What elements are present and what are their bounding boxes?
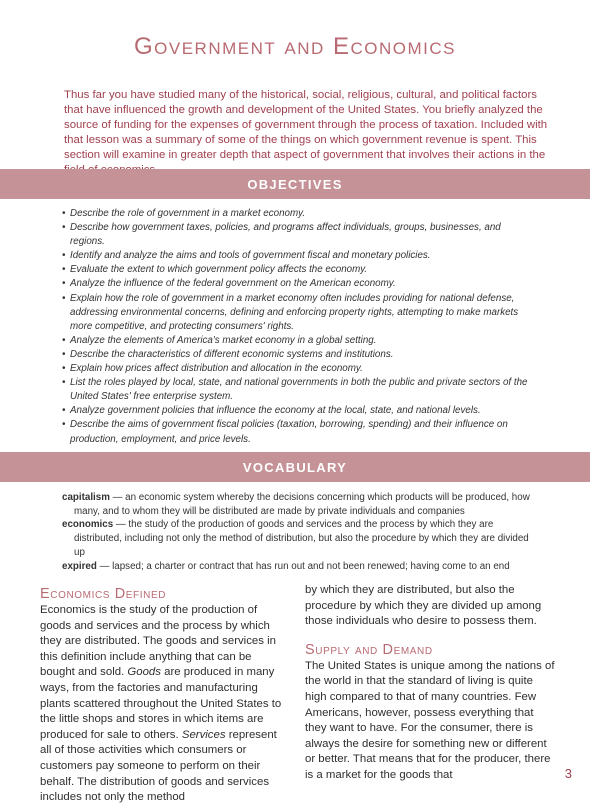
- objective-text: Explain how prices affect distribution and allocation in the economy.: [70, 363, 363, 375]
- bullet-icon: •: [62, 419, 66, 431]
- bullet-icon: •: [62, 250, 66, 262]
- objective-item: [62, 404, 532, 418]
- text-run: Economics is the study of the production of goods and services and the process by which they are distributed. The goods and services in this definition include anything that can be bought and sold.: [40, 604, 276, 679]
- objective-item: [62, 362, 532, 376]
- objectives-list: [62, 207, 532, 447]
- bullet-icon: •: [62, 278, 66, 290]
- objective-item: [62, 334, 532, 348]
- bullet-icon: •: [62, 348, 66, 360]
- objective-text: Evaluate the extent to which government policy affects the economy.: [70, 264, 368, 276]
- vocab-term: expired: [62, 560, 97, 572]
- vocab-entry: [62, 518, 542, 559]
- bullet-icon: •: [62, 377, 66, 389]
- supply-demand-text: The United States is unique among the nations of the world in that the standard of living is quite high compared to that of many countries. Few Americans, however, possess everything that they want to have. For the consumer, there is always the desire for something new or different or better. That means that for the producer, there is a market for the goods that: [305, 659, 555, 781]
- objective-item: [62, 277, 532, 291]
- objective-text: Analyze government policies that influence the economy at the local, state, and national levels.: [70, 405, 481, 417]
- vocabulary-banner: [0, 452, 590, 482]
- goods-term: Goods: [127, 666, 161, 679]
- objective-text: Describe the role of government in a market economy.: [70, 208, 306, 219]
- right-column: [305, 583, 557, 784]
- objective-item: [62, 221, 532, 249]
- objective-item: [62, 418, 532, 446]
- objective-item: [62, 348, 532, 362]
- economics-defined-continued: by which they are distributed, but also the procedure by which they are divided up among those individuals who desire to possess them.: [305, 584, 542, 628]
- text-run: are produced in many ways, from the factories and manufacturing plants scattered throughout the United States to the little shops and stores in which items are produced for sale to others.: [40, 666, 282, 741]
- bullet-icon: •: [62, 363, 66, 375]
- bullet-icon: •: [62, 292, 66, 304]
- bullet-icon: •: [62, 405, 66, 417]
- vocab-entry: [62, 560, 542, 574]
- objective-text: List the roles played by local, state, and national governments in both the public and private sectors of the United States' free enterprise system.: [70, 377, 528, 403]
- left-column: [40, 586, 288, 806]
- objective-item: [62, 376, 532, 404]
- objective-text: Describe the aims of government fiscal policies (taxation, borrowing, spending) and their influence on production, employment, and price levels.: [70, 419, 508, 445]
- vocab-definition: — an economic system whereby the decisions concerning which products will be produced, how many, and to whom they will be distributed are made by private individuals and companies: [74, 492, 530, 517]
- objective-item: [62, 207, 532, 221]
- objective-text: Describe how government taxes, policies, and programs affect individuals, groups, businesses, and regions.: [70, 222, 501, 248]
- economics-defined-text: [40, 603, 288, 806]
- vocab-term: economics: [62, 519, 114, 531]
- bullet-icon: •: [62, 208, 66, 219]
- objective-text: Identify and analyze the aims and tools of government fiscal and monetary policies.: [70, 250, 431, 262]
- intro-paragraph: Thus far you have studied many of the historical, social, religious, cultural, and political factors that have influenced the growth and development of the United States. You briefly analyzed the source of funding for the expenses of government through the process of taxation. Included with that lesson was a summary of some of the things on which government revenue is spent. This section will examine in greater depth that aspect of government that involves their actions in the: [64, 89, 548, 162]
- objectives-heading: OBJECTIVES: [247, 176, 343, 192]
- supply-demand-heading: Supply and Demand: [305, 641, 433, 658]
- objective-item: [62, 263, 532, 277]
- bullet-icon: •: [62, 222, 66, 234]
- objective-text: Analyze the influence of the federal government on the American economy.: [70, 278, 396, 290]
- objective-text: Analyze the elements of America's market economy in a global setting.: [70, 334, 377, 346]
- objective-item: [62, 292, 532, 334]
- services-term: Services: [181, 728, 226, 741]
- objective-text: Explain how the role of government in a market economy often includes providing for national defense, addressing environmental concerns, defining and enforcing property rights, attempting to make markets more competitive, and protecting consumers' rights.: [70, 292, 519, 332]
- vocab-definition: — lapsed; a charter or contract that has run out and not been renewed; having come to an end: [96, 560, 510, 572]
- vocabulary-heading: VOCABULARY: [242, 459, 348, 475]
- bullet-icon: •: [62, 334, 66, 346]
- page-title: Government and Economics: [133, 33, 457, 60]
- text-run: represent all of those activities which consumers or customers pay someone to perform on their behalf. The distribution of goods and services includes not only the method: [40, 728, 277, 804]
- vocab-term: capitalism: [62, 492, 110, 503]
- page-number: 3: [564, 766, 572, 781]
- economics-defined-heading: Economics Defined: [40, 586, 167, 602]
- bullet-icon: •: [62, 264, 66, 276]
- vocab-entry: [62, 491, 542, 518]
- objective-text: Describe the characteristics of different economic systems and institutions.: [70, 348, 394, 360]
- objective-item: [62, 249, 532, 263]
- objectives-banner: [0, 169, 590, 199]
- vocab-definition: — the study of the production of goods and services and the process by which they are distributed, including not only the method of distribution, but also the procedure by which they are divided up: [74, 519, 529, 558]
- vocabulary-list: [62, 491, 542, 573]
